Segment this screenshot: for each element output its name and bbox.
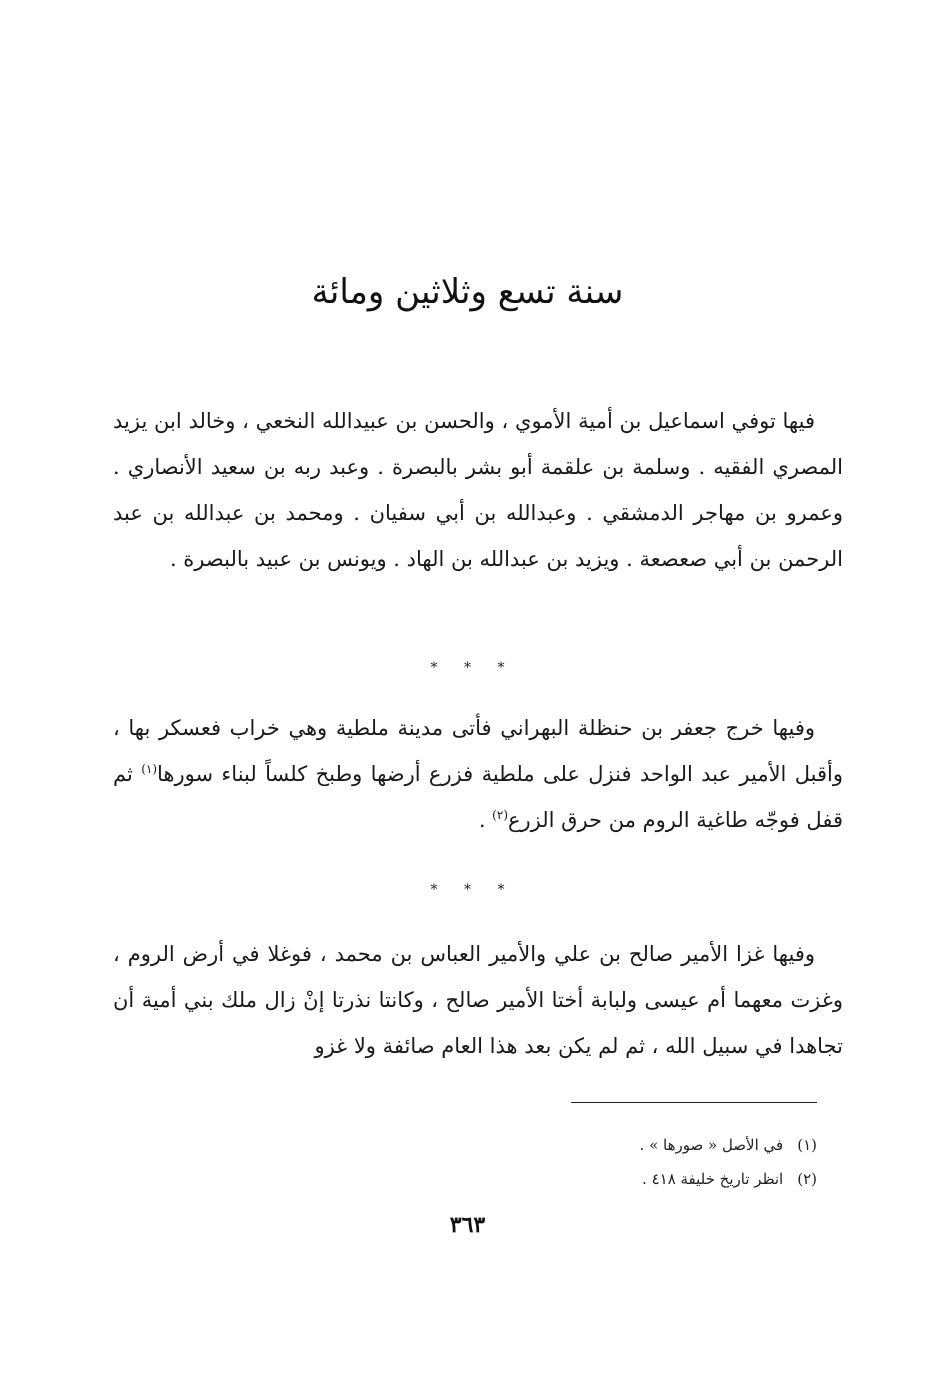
- paragraph-deaths: [113, 398, 843, 582]
- footnote: [317, 1128, 817, 1162]
- paragraph-text: وفيها غزا الأمير صالح بن علي والأمير العباس بن محمد ، فوغلا في أرض الروم ، وغزت معهما أم عيسى ولبابة أختا الأمير صالح ، وكانتا نذرتا إنْ زال ملك بني أمية أن تجاهدا في سبيل الله ، ثم لم يكن بعد هذا العام صائفة ولا غزو: [113, 942, 843, 1058]
- footnotes: [317, 1128, 817, 1196]
- paragraph-text: فيها توفي اسماعيل بن أمية الأموي ، والحسن بن عبيدالله النخعي ، وخالد ابن يزيد المصري الفقيه . وسلمة بن علقمة أبو بشر بالبصرة . وعبد ربه بن سعيد الأنصاري . وعمرو بن مهاجر الدمشقي . وعبدالله بن أبي سفيان . ومحمد بن عبدالله بن عبد الرحمن بن أبي صعصعة . ويزيد بن عبدالله بن الهاد . ويونس بن عبيد بالبصرة .: [113, 409, 843, 571]
- paragraph-malatya: [113, 705, 843, 843]
- footnote-text: انظر تاريخ خليفة ٤١٨ .: [642, 1170, 784, 1188]
- paragraph-campaign: [113, 931, 843, 1069]
- paragraph-text-part: وفيها خرج جعفر بن حنظلة البهراني فأتى مدينة ملطية وهي خراب فعسكر بها ، وأقبل الأمير عبد الواحد فنزل على ملطية فزرع أرضها وطبخ كلساً لبناء سورها: [113, 716, 844, 786]
- section-heading: سنة تسع وثلاثين ومائة: [311, 272, 624, 312]
- footnote: [317, 1162, 817, 1196]
- footnote-text: في الأصل « صورها » .: [639, 1136, 784, 1154]
- footnote-divider: [571, 1102, 817, 1103]
- paragraph-text-part: ثم قفل فوجّه طاغية الروم من حرق الزرع: [113, 762, 843, 832]
- paragraph-text-part: .: [478, 808, 493, 832]
- page-number: ٣٦٣: [449, 1212, 486, 1238]
- footnote-number: (٢): [797, 1170, 817, 1188]
- section-separator: * * *: [430, 660, 505, 676]
- paragraph-text: [113, 705, 843, 843]
- footnote-number: (١): [797, 1136, 817, 1154]
- footnote-marker: (٢): [492, 808, 508, 822]
- footnote-marker: (١): [141, 762, 158, 776]
- section-separator: * * *: [430, 882, 505, 898]
